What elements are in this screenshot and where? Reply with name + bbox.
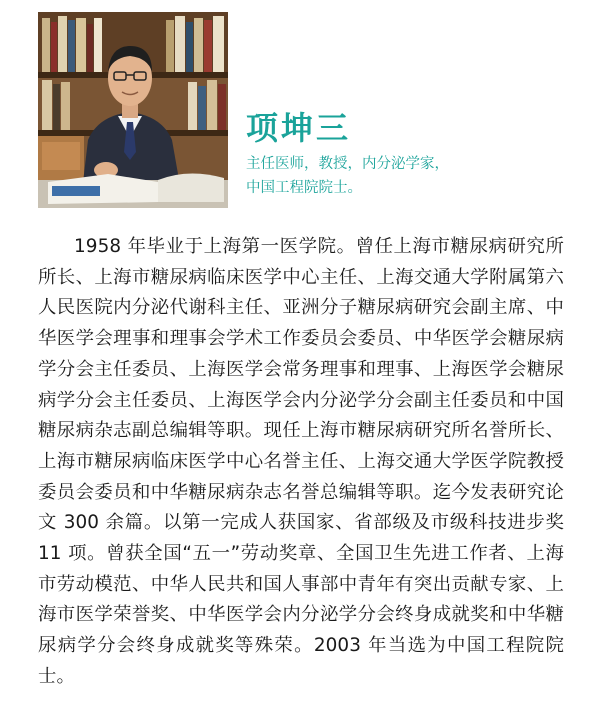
portrait-photo [38, 12, 228, 208]
biography-paragraph: 1958 年毕业于上海第一医学院。曾任上海市糖尿病研究所所长、上海市糖尿病临床医学中心主任、上海交通大学附属第六人民医院内分泌代谢科主任、亚洲分子糖尿病研究会副主席、中华医学会理事和理事会学术工作委员会委员、中华医学会糖尿病学分会主任委员、上海医学会常务理事和理事、上海医学会糖尿病学分会主任委员、上海医学会内分泌学分会副主任委员和中国糖尿病杂志副总编辑等职。现任上海市糖尿病研究所名誉所长、上海市糖尿病临床医学中心名誉主任、上海交通大学医学院教授委员会委员和中华糖尿病杂志名誉总编辑等职。迄今发表研究论文 300 余篇。以第一完成人获国家、省部级及市级科技进步奖 11 项。曾获全国“五一”劳动奖章、全国卫生先进工作者、上海市劳动模范、中华人民共和国人事部中青年有突出贡献专家、上海市医学荣誉奖、中华医学会内分泌学分会终身成就奖和中华糖尿病学分会终身成就奖等殊荣。2003 年当选为中国工程院院士。 [38, 236, 564, 687]
person-name: 项坤三 [246, 109, 352, 147]
person-title-line-2: 中国工程院院士。 [246, 180, 362, 196]
person-title-line-1: 主任医师，教授，内分泌学家， [246, 156, 449, 172]
